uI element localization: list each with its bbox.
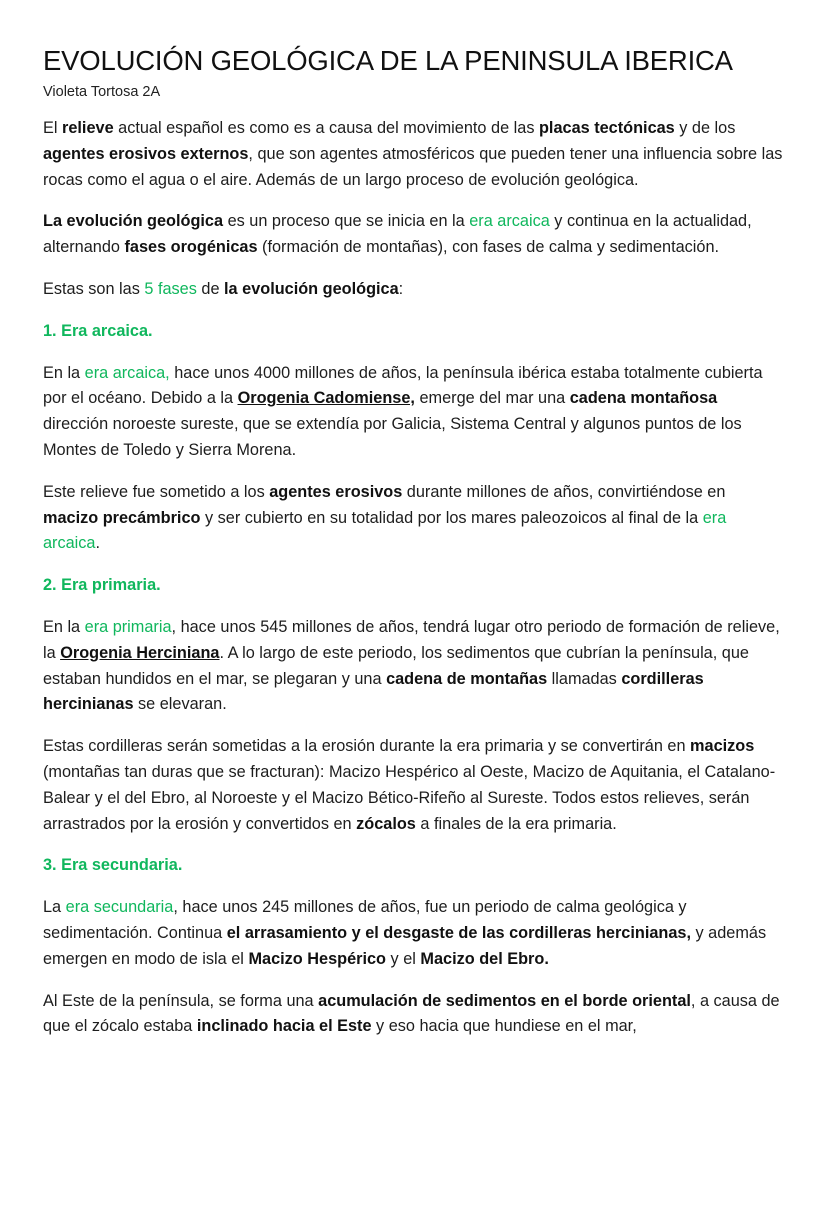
paragraph-primaria-1: En la era primaria, hace unos 545 millones de años, tendrá lugar otro periodo de formación de relieve, la Orogenia Herciniana. A lo largo de este periodo, los sedimentos que cubrían la península, que estaban hundidos en el mar, se plegaran y una cadena de montañas llamadas cordilleras hercinianas se elevaran. <box>43 617 780 714</box>
highlight-term: era arcaica, <box>84 363 170 382</box>
highlight-term: era arcaica <box>43 508 727 553</box>
paragraph-phases: Estas son las 5 fases de la evolución geológica: <box>43 279 404 298</box>
highlight-term: era primaria <box>84 617 172 636</box>
document-page <box>43 44 783 1040</box>
highlight-term: era secundaria <box>65 898 174 917</box>
paragraph-evolution: La evolución geológica es un proceso que se inicia en la era arcaica y continua en la actualidad, alternando fases orogénicas (formación de montañas), con fases de calma y sedimentación. <box>43 212 752 257</box>
section-heading-secundaria: 3. Era secundaria. <box>43 856 183 875</box>
document-title: EVOLUCIÓN GEOLÓGICA DE LA PENINSULA IBERICA <box>43 45 733 76</box>
paragraph-arcaica-2: Este relieve fue sometido a los agentes erosivos durante millones de años, convirtiéndose en macizo precámbrico y ser cubierto en su totalidad por los mares paleozoicos al final de la era arcaica. <box>43 482 727 553</box>
paragraph-secundaria-2: Al Este de la península, se forma una acumulación de sedimentos en el borde oriental, a causa de que el zócalo estaba inclinado hacia el Este y eso hacia que hundiese en el mar, <box>43 991 780 1036</box>
author-line: Violeta Tortosa 2A <box>43 84 161 100</box>
highlight-term: era arcaica <box>469 212 550 231</box>
paragraph-primaria-2: Estas cordilleras serán sometidas a la erosión durante la era primaria y se convertirán en macizos (montañas tan duras que se fracturan): Macizo Hespérico al Oeste, Macizo de Aquitania, el Catalano-Balear y el del Ebro, al Noroeste y el Macizo Bético-Rifeño al Sureste. Todos estos relieves, serán arrastrados por la erosión y convertidos en zócalos a finales de la era primaria. <box>43 737 776 833</box>
paragraph-secundaria-1: La era secundaria, hace unos 245 millones de años, fue un periodo de calma geológica y sedimentación. Continua el arrasamiento y el desgaste de las cordilleras hercinianas, y además emergen en modo de isla el Macizo Hespérico y el Macizo del Ebro. <box>43 898 767 968</box>
highlight-term: 5 fases <box>144 279 197 298</box>
paragraph-intro: El relieve actual español es como es a causa del movimiento de las placas tectónicas y de los agentes erosivos externos, que son agentes atmosféricos que pueden tener una influencia sobre las rocas como el agua o el aire. Además de un largo proceso de evolución geológica. <box>43 119 783 189</box>
section-heading-primaria: 2. Era primaria. <box>43 576 161 595</box>
section-heading-arcaica: 1. Era arcaica. <box>43 321 153 340</box>
paragraph-arcaica-1: En la era arcaica, hace unos 4000 millones de años, la península ibérica estaba totalmente cubierta por el océano. Debido a la Orogenia Cadomiense, emerge del mar una cadena montañosa dirección noroeste sureste, que se extendía por Galicia, Sistema Central y algunos puntos de los Montes de Toledo y Sierra Morena. <box>43 363 763 459</box>
